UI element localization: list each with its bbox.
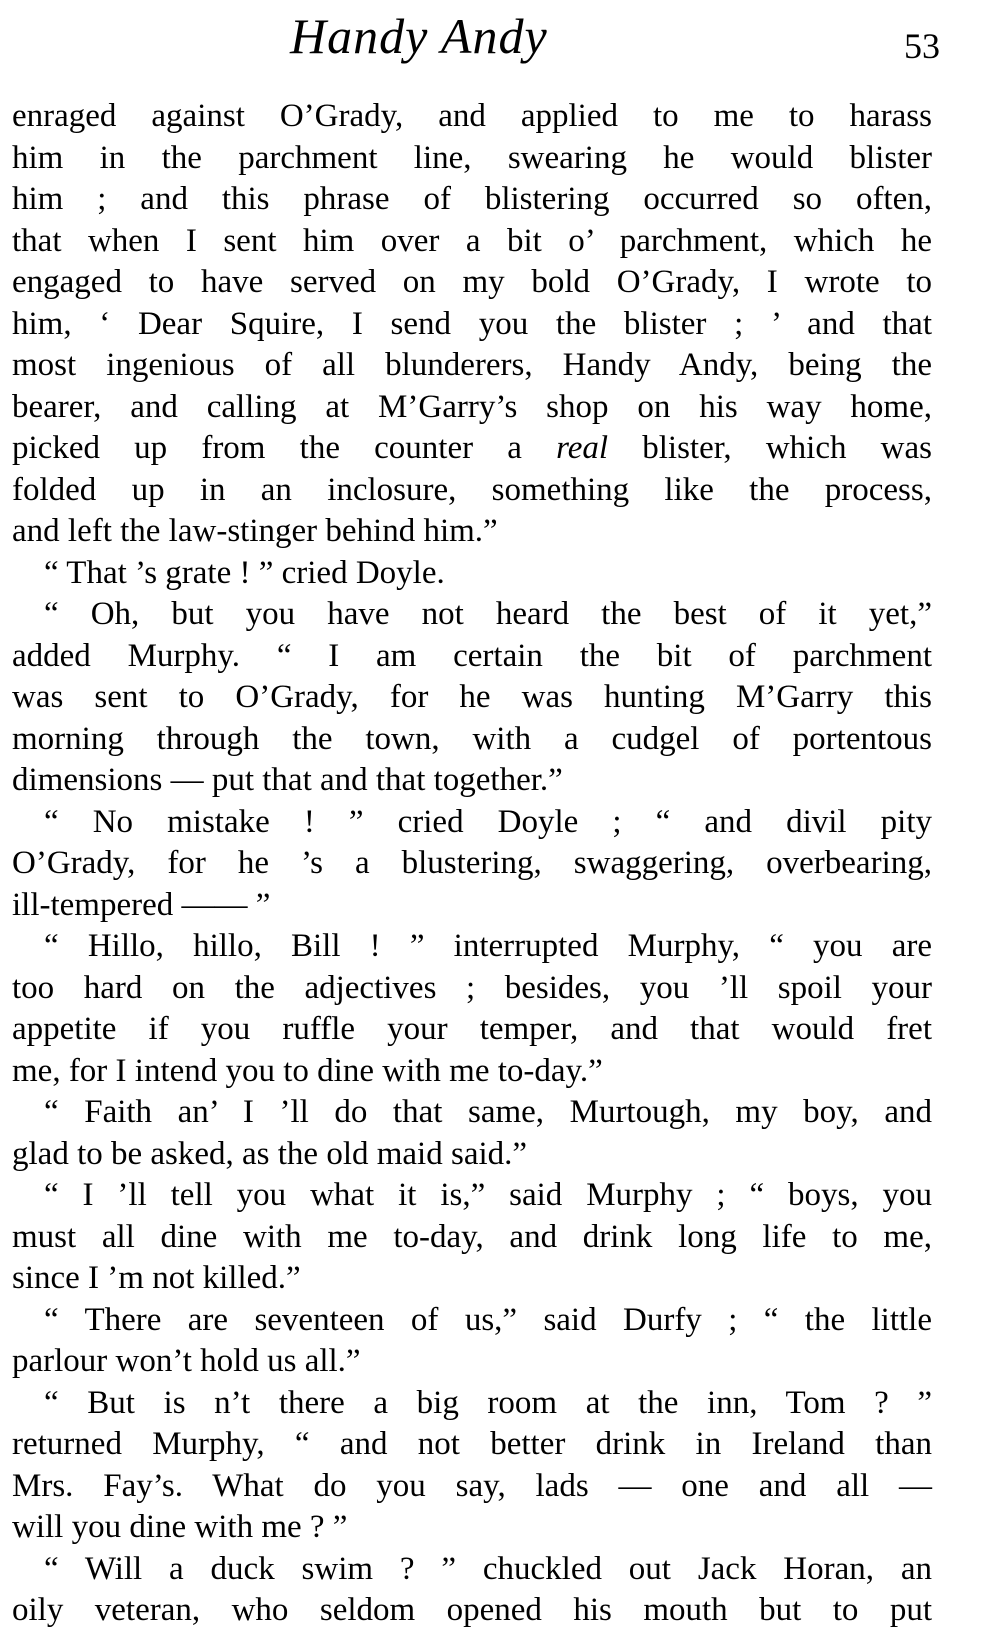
text-line: “ Oh, but you have not heard the best of it yet,”: [44, 596, 932, 632]
text-line: and left the law-stinger behind him.”: [12, 513, 498, 549]
text-line: “ That ’s grate ! ” cried Doyle.: [44, 554, 445, 591]
text-segment: picked up from the counter a: [12, 430, 557, 466]
text-segment: blister, which was: [608, 430, 932, 466]
text-line: will you dine with me ? ”: [12, 1509, 348, 1545]
page-header: [0, 6, 1000, 86]
text-line: [12, 428, 932, 470]
text-line: morning through the town, with a cudgel of portentous: [12, 720, 932, 757]
italic-word: real: [556, 430, 609, 466]
text-line: was sent to O’Grady, for he was hunting M’Garry this: [12, 679, 932, 715]
text-line: him ; and this phrase of blistering occurred so often,: [12, 181, 932, 217]
running-title: Handy Andy: [290, 8, 548, 64]
text-line: parlour won’t hold us all.”: [12, 1343, 361, 1379]
text-line: Mrs. Fay’s. What do you say, lads — one and all —: [12, 1467, 932, 1504]
text-line: bearer, and calling at M’Garry’s shop on his way home,: [12, 388, 932, 425]
text-line: engaged to have served on my bold O’Grady, I wrote to: [12, 264, 932, 300]
text-line: him, ‘ Dear Squire, I send you the blister ; ’ and that: [12, 305, 932, 342]
text-line: returned Murphy, “ and not better drink in Ireland than: [12, 1426, 932, 1462]
text-line: O’Grady, for he ’s a blustering, swaggering, overbearing,: [12, 845, 932, 881]
text-line: “ Faith an’ I ’ll do that same, Murtough, my boy, and: [44, 1094, 932, 1130]
text-line: since I ’m not killed.”: [12, 1260, 301, 1296]
text-line: folded up in an inclosure, something like the process,: [12, 471, 932, 508]
text-line: appetite if you ruffle your temper, and that would fret: [12, 1011, 932, 1047]
text-line: too hard on the adjectives ; besides, you ’ll spoil your: [12, 969, 932, 1006]
text-line: glad to be asked, as the old maid said.”: [12, 1135, 528, 1172]
text-line: enraged against O’Grady, and applied to me to harass: [12, 98, 932, 134]
text-line: “ Will a duck swim ? ” chuckled out Jack Horan, an: [44, 1550, 932, 1587]
text-line: him in the parchment line, swearing he would blister: [12, 139, 932, 176]
text-line: “ Hillo, hillo, Bill ! ” interrupted Murphy, “ you are: [44, 928, 932, 964]
text-line: added Murphy. “ I am certain the bit of parchment: [12, 637, 932, 674]
text-line: ill-tempered —— ”: [12, 886, 271, 923]
text-line: most ingenious of all blunderers, Handy Andy, being the: [12, 347, 932, 383]
body-text: [12, 96, 932, 1632]
text-line: that when I sent him over a bit o’ parchment, which he: [12, 222, 932, 259]
text-line: dimensions — put that and that together.”: [12, 762, 563, 798]
text-line: must all dine with me to-day, and drink long life to me,: [12, 1218, 932, 1255]
text-line: me, for I intend you to dine with me to-day.”: [12, 1052, 603, 1089]
text-line: “ But is n’t there a big room at the inn, Tom ? ”: [44, 1384, 932, 1421]
text-line: “ There are seventeen of us,” said Durfy ; “ the little: [44, 1301, 932, 1338]
text-line: “ No mistake ! ” cried Doyle ; “ and divil pity: [44, 803, 932, 840]
text-line: “ I ’ll tell you what it is,” said Murphy ; “ boys, you: [44, 1177, 932, 1213]
page-number: 53: [904, 26, 940, 66]
text-line: oily veteran, who seldom opened his mouth but to put: [12, 1592, 932, 1628]
